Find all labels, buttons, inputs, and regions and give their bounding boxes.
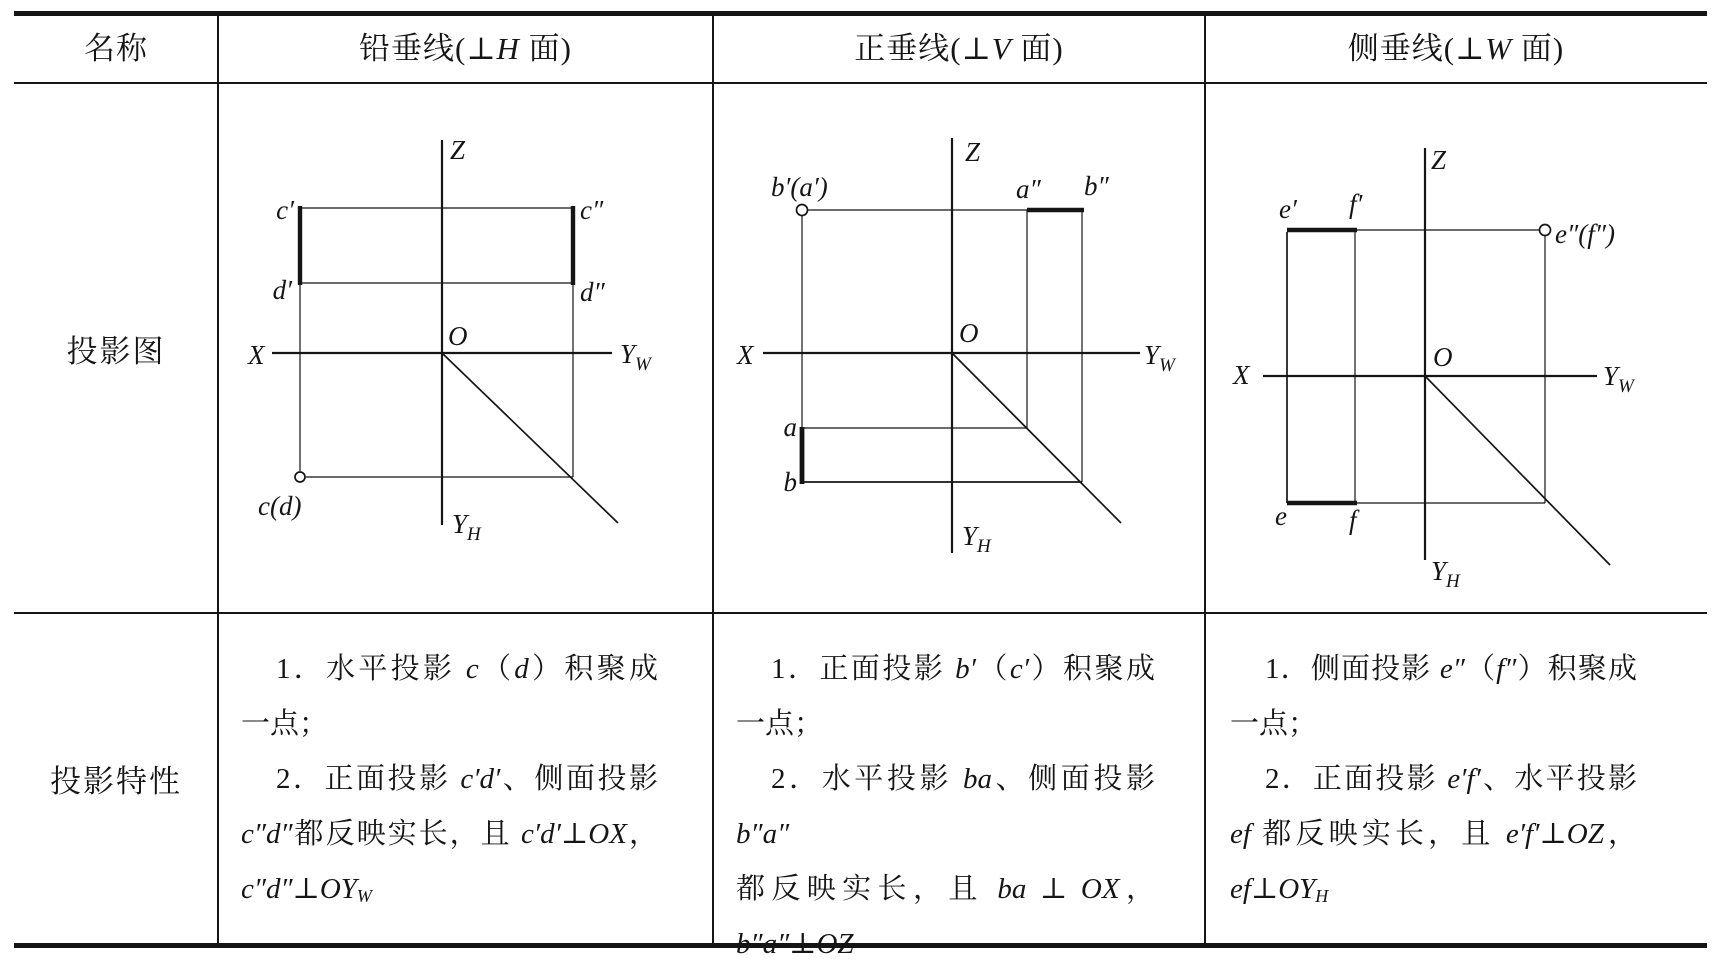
point-label-f: f [1349, 505, 1357, 535]
yw-axis-label: $Y_W$ [1603, 361, 1634, 397]
property-text-line: c″d″⊥OYW [241, 873, 372, 906]
property-text-line: 1．水平投影 c（d）积聚成 [276, 653, 658, 685]
property-text-line: c″d″都反映实长，且 c′d′⊥OX， [241, 818, 658, 850]
z-axis-label: Z [965, 137, 981, 167]
row-label-projection-drawing: 投影图 [66, 333, 166, 369]
point-label-c2: c″ [580, 195, 604, 225]
properties-cell-side-vertical [1205, 613, 1707, 943]
yh-axis-label: $Y_H$ [962, 521, 991, 557]
row-label-projection-properties: 投影特性 [50, 763, 182, 799]
property-text-line: 1．侧面投影 e″（f″）积聚成 [1265, 653, 1637, 685]
accumulated-point-marker [295, 472, 305, 482]
transfer-diagonal [442, 353, 618, 523]
property-text-line: ef⊥OYH [1230, 873, 1329, 906]
property-text-line: ef 都反映实长，且 e′f′⊥OZ， [1230, 818, 1637, 850]
projection-diagram-side-vertical [1205, 83, 1707, 613]
point-label-d2: d″ [580, 277, 605, 307]
yw-axis-label: $Y_W$ [1144, 340, 1175, 376]
x-axis-label: X [1233, 360, 1250, 390]
point-label-a: a [783, 412, 797, 442]
accumulated-point-marker [797, 205, 808, 216]
header-name: 名称 [84, 31, 148, 66]
property-text-line: 2．正面投影 c′d′、侧面投影 [276, 763, 658, 795]
yh-axis-label: $Y_H$ [452, 509, 481, 545]
point-label-e1: e′ [1279, 194, 1297, 224]
yh-axis-label: $Y_H$ [1431, 556, 1460, 592]
accumulated-point-marker [1540, 225, 1551, 236]
properties-cell-lead-vertical [218, 613, 713, 943]
property-text-line: 一点； [736, 708, 824, 740]
point-label-b: b [783, 467, 797, 497]
point-label-a2: a″ [1016, 174, 1041, 204]
point-label-d1: d′ [272, 275, 292, 305]
point-label-f1: f′ [1349, 189, 1363, 219]
header-front-vertical: 正垂线(⊥V 面) [854, 31, 1064, 66]
property-text-line: 2．正面投影 e′f′、水平投影 [1265, 763, 1637, 795]
point-label-b2: b″ [1084, 171, 1109, 201]
property-text-line: 一点； [241, 708, 329, 740]
origin-label: O [959, 318, 979, 348]
property-text-line: 2．水平投影 ba、侧面投影 b″a″ [736, 763, 1155, 850]
point-label-b1a1: b′(a′) [771, 172, 828, 202]
properties-cell-front-vertical [713, 613, 1205, 960]
property-text-line: b″a″⊥OZ [736, 928, 854, 960]
origin-label: O [448, 321, 468, 351]
property-text-line: 一点； [1230, 708, 1318, 740]
yw-axis-label: $Y_W$ [620, 339, 651, 375]
point-label-e: e [1275, 501, 1287, 531]
property-text-line: 1．正面投影 b′（c′）积聚成 [771, 653, 1155, 685]
point-label-cd: c(d) [258, 491, 302, 521]
header-side-vertical: 侧垂线(⊥W 面) [1347, 31, 1565, 66]
origin-label: O [1433, 342, 1453, 372]
point-label-c1: c′ [276, 195, 294, 225]
projection-diagram-front-vertical [713, 83, 1205, 613]
x-axis-label: X [248, 340, 265, 370]
projection-diagram-lead-vertical [218, 83, 713, 613]
header-lead-vertical: 铅垂线(⊥H 面) [359, 31, 572, 66]
transfer-diagonal [1425, 376, 1610, 565]
property-text-line: 都反映实长，且 ba ⊥ OX， [736, 873, 1155, 905]
point-label-e2f2: e″(f″) [1555, 219, 1615, 249]
transfer-diagonal [952, 353, 1121, 523]
z-axis-label: Z [450, 135, 466, 165]
z-axis-label: Z [1431, 145, 1447, 175]
x-axis-label: X [737, 340, 754, 370]
